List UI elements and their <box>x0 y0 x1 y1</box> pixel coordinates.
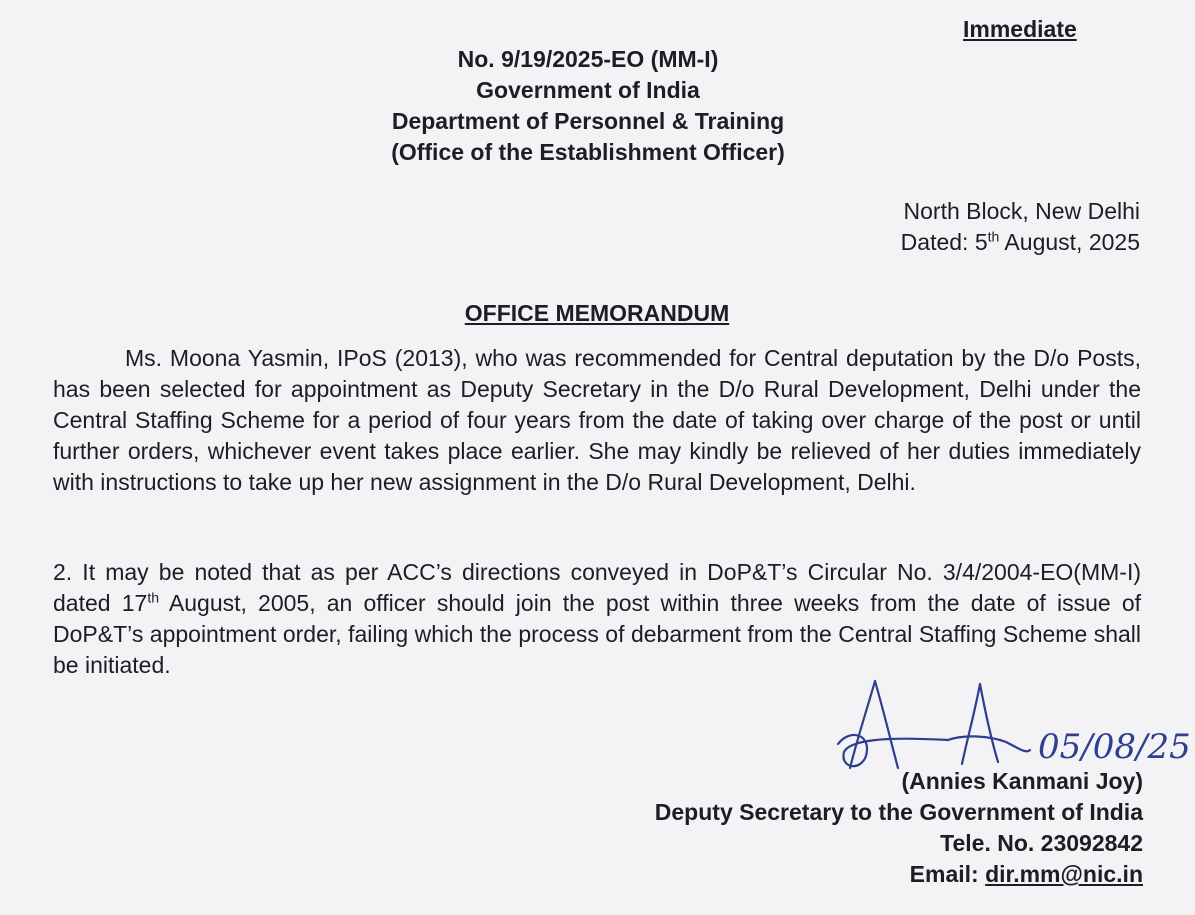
department-name: Department of Personnel & Training <box>391 108 785 134</box>
signatory-block <box>655 766 1143 890</box>
signature-date: 05/08/25 <box>1038 727 1191 767</box>
government-name: Government of India <box>476 77 700 103</box>
location: North Block, New Delhi <box>903 198 1140 224</box>
paragraph-1: Ms. Moona Yasmin, IPoS (2013), who was recommended for Central deputation by the D/o Posts, has been selected for appointment as Deputy Secretary in the D/o Rural Development, Delhi under the Central Staffing Scheme for a period of four years from the date of taking over charge of the post or until further orders, whichever event takes place earlier. She may kindly be relieved of her duties immediately with instructions to take up her new assignment in the D/o Rural Development, Delhi. <box>53 345 1141 495</box>
signatory-name: (Annies Kanmani Joy) <box>901 768 1143 794</box>
place-and-date <box>901 196 1140 258</box>
priority-label: Immediate <box>963 16 1077 42</box>
letterhead <box>340 44 836 168</box>
telephone-number: Tele. No. 23092842 <box>940 830 1143 856</box>
signatory-designation: Deputy Secretary to the Government of India <box>654 799 1143 825</box>
email-link[interactable]: dir.mm@nic.in <box>985 861 1143 887</box>
paragraph-2: 2. It may be noted that as per ACC’s directions conveyed in DoP&T’s Circular No. 3/4/2004-EO(MM-I) dated 17th August, 2005, an officer should join the post within three weeks from the date of issue of DoP&T’s appointment order, failing which the process of debarment from the Central Staffing Scheme shall be initiated. <box>53 559 1142 678</box>
handwritten-signature <box>830 676 1195 776</box>
memo-title: OFFICE MEMORANDUM <box>464 300 730 326</box>
email-line: Email: dir.mm@nic.in <box>909 861 1143 887</box>
date: Dated: 5th August, 2025 <box>900 228 1140 255</box>
file-number: No. 9/19/2025-EO (MM-I) <box>457 46 719 72</box>
office-name: (Office of the Establishment Officer) <box>391 139 785 165</box>
